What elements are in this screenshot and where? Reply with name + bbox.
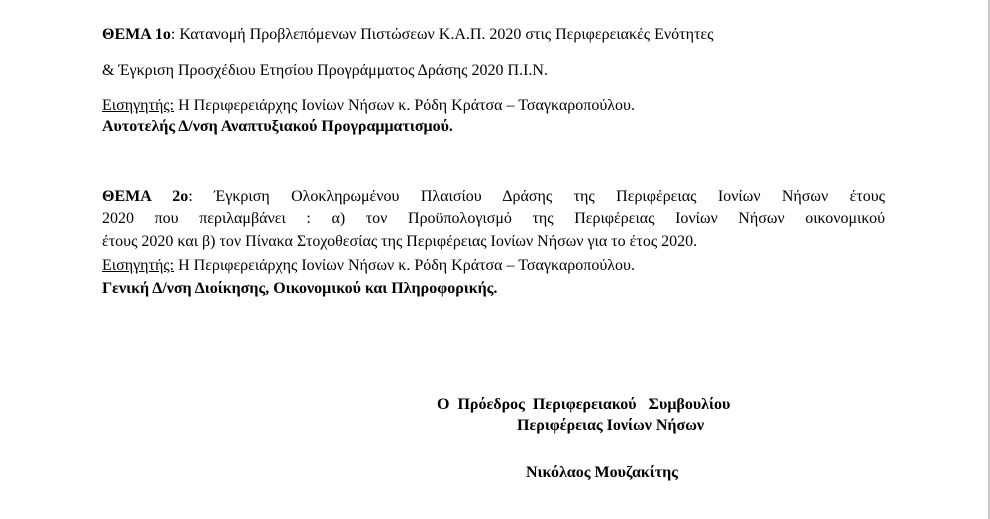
topic2-department: Γενική Δ/νση Διοίκησης, Οικονομικού και Πληροφορικής. [102,280,498,297]
topic1-rapporteur [102,96,635,116]
signature-name: Νικόλαος Μουζακίτης [526,464,678,481]
signature-role-line1: Ο Πρόεδρος Περιφερειακού Συμβουλίου [437,396,731,413]
topic2-rapporteur-label: Εισηγητής: [102,257,175,274]
topic1-rapporteur-text: Η Περιφερειάρχης Ιονίων Νήσων κ. Ρόδη Κράτσα – Τσαγκαροπούλου. [174,97,635,114]
topic1-rapporteur-label: Εισηγητής: [102,97,175,114]
topic1-title-line1 [102,25,713,45]
topic1-title-line2: & Έγκριση Προσχέδιου Ετησίου Προγράμματος Δράσης 2020 Π.Ι.Ν. [102,62,548,79]
topic2-label: ΘΕΜΑ 2ο [102,188,189,205]
topic2-title-line1 [102,187,885,207]
topic2-title-line3: έτους 2020 και β) τον Πίνακα Στοχοθεσίας της Περιφέρειας Ιονίων Νήσων για το έτος 2020. [102,233,698,250]
topic2-title-text1: : Έγκριση Ολοκληρωμένου Πλαισίου Δράσης της Περιφέρειας Ιονίων Νήσων έτους [188,188,886,205]
signature-role-line2: Περιφέρειας Ιονίων Νήσων [517,417,705,434]
topic2-rapporteur [102,256,635,276]
topic1-label: ΘΕΜΑ 1ο [102,26,171,43]
topic1-title-text1: : Κατανομή Προβλεπόμενων Πιστώσεων Κ.Α.Π. 2020 στις Περιφερειακές Ενότητες [170,26,714,43]
topic2-rapporteur-text: Η Περιφερειάρχης Ιονίων Νήσων κ. Ρόδη Κράτσα – Τσαγκαροπούλου. [174,257,635,274]
topic2-title-line2: 2020 που περιλαμβάνει : α) τον Προϋπολογισμό της Περιφέρειας Ιονίων Νήσων οικονομικού [102,210,885,227]
topic1-department: Αυτοτελής Δ/νση Αναπτυξιακού Προγραμματισμού. [102,118,453,135]
